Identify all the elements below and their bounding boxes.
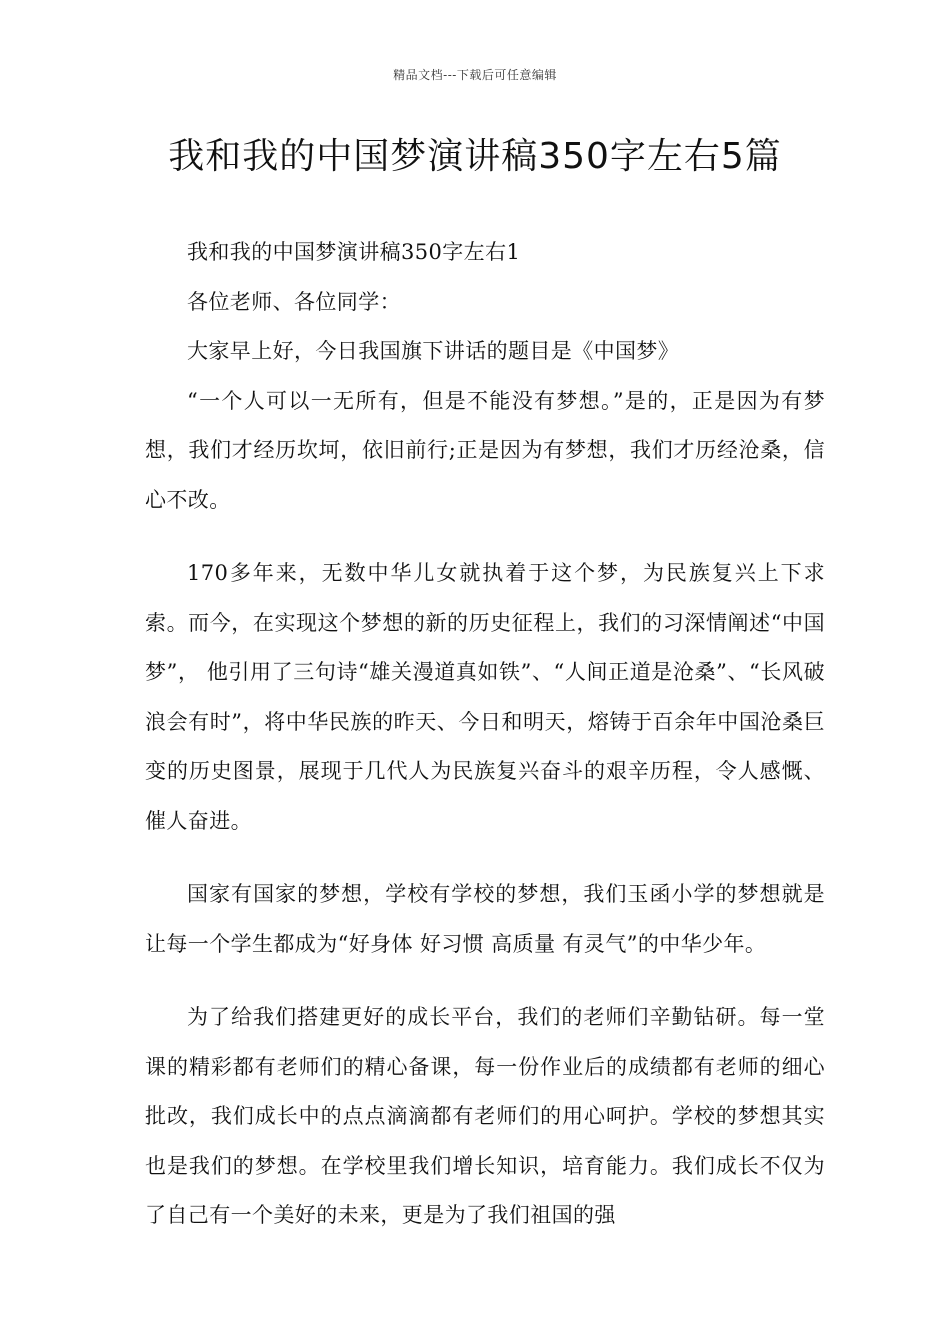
document-body bbox=[145, 228, 825, 1241]
paragraph-greeting: 大家早上好，今日我国旗下讲话的题目是《中国梦》 bbox=[187, 339, 680, 363]
document-title: 我和我的中国梦演讲稿350字左右5篇 bbox=[168, 136, 782, 177]
salutation: 各位老师、各位同学： bbox=[187, 289, 401, 314]
section-heading: 我和我的中国梦演讲稿350字左右1 bbox=[187, 240, 521, 264]
paragraph-teachers: 为了给我们搭建更好的成长平台，我们的老师们辛勤钻研。每一堂课的精彩都有老师们的精心备课，每一份作业后的成绩都有老师的细心批改，我们成长中的点点滴滴都有老师们的用心呵护。学校的梦想其实也是我们的梦想。在学校里我们增长知识，培育能力。我们成长不仅为了自己有一个美好的未来，更是为了我们祖国的强 bbox=[145, 1005, 825, 1227]
paragraph-history: 170多年来，无数中华儿女就执着于这个梦，为民族复兴上下求索。而今，在实现这个梦想的新的历史征程上，我们的习深情阐述“中国梦”， 他引用了三句诗“雄关漫道真如铁”、“人间正道是沧桑”、“长风破浪会有时”，将中华民族的昨天、今日和明天，熔铸于百余年中国沧桑巨变的历史图景，展现于几代人为民族复兴奋斗的艰辛历程，令人感慨、催人奋进。 bbox=[145, 561, 825, 833]
paragraph-school-dream: 国家有国家的梦想，学校有学校的梦想，我们玉函小学的梦想就是让每一个学生都成为“好身体 好习惯 高质量 有灵气”的中华少年。 bbox=[145, 882, 825, 956]
header-note: 精品文档---下载后可任意编辑 bbox=[393, 68, 557, 82]
paragraph-quote: “一个人可以一无所有，但是不能没有梦想。”是的，正是因为有梦想，我们才经历坎坷，依旧前行;正是因为有梦想，我们才历经沧桑，信心不改。 bbox=[145, 388, 825, 512]
